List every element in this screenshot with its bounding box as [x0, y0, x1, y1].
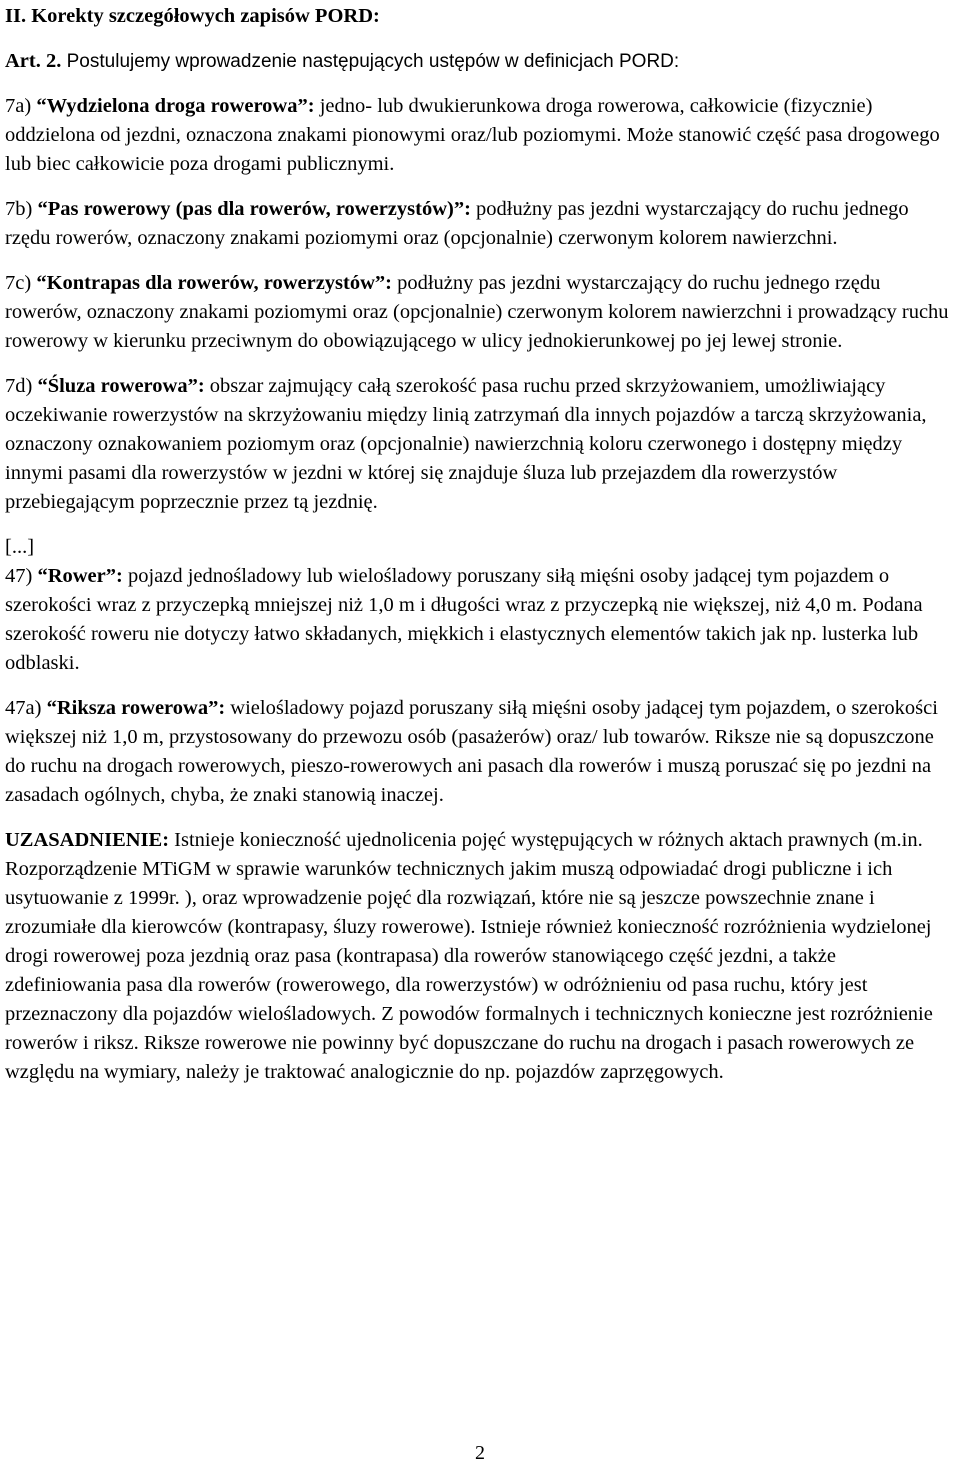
- definition-label: 7d): [5, 375, 38, 397]
- page-number: 2: [475, 1442, 485, 1464]
- definition-term: “Kontrapas dla rowerów, rowerzystów”:: [36, 272, 392, 294]
- definition-7d: [5, 372, 957, 517]
- definition-text: jedno- lub dwukierunkowa droga rowerowa, całkowicie (fizycznie) oddzielona od jezdni, oznaczona znakami pionowymi oraz/lub poziomymi. Może stanowić część pasa drogowego lub biec całkowicie poza drogami publicznymi.: [5, 95, 940, 175]
- omission-marker: [...]: [5, 536, 35, 558]
- definition-term: “Pas rowerowy (pas dla rowerów, rowerzystów)”:: [37, 198, 471, 220]
- definition-term: “Riksza rowerowa”:: [46, 697, 226, 719]
- definition-label: 7a): [5, 95, 37, 117]
- definition-47a: [5, 694, 957, 810]
- definition-term: “Rower”:: [37, 565, 123, 587]
- definition-7a: [5, 92, 957, 179]
- rationale-text: Istnieje konieczność ujednolicenia pojęć występujących w różnych aktach prawnych (m.in. Rozporządzenie MTiGM w sprawie warunków technicznych jakim muszą odpowiadać drogi publiczne i ich usytuowanie z 1999r. ), oraz wprowadzenie pojęć dla rozwiązań, które nie są jeszcze powszechnie znane i zrozumiałe dla kierowców (kontrapasy, śluzy rowerowe). Istnieje również konieczność rozróżnienia wydzielonej drogi rowerowej poza jezdnią oraz pasa (kontrapasa) dla rowerów stanowiącego część jezdni, a także zdefiniowania pasa dla rowerów (rowerowego, dla rowerzystów) w odróżnieniu od pasa ruchu, który jest przeznaczony dla pojazdów wielośladowych. Z powodów formalnych i technicznych konieczne jest rozróżnienie rowerów i riksz. Riksze rowerowe nie powinny być dopuszczane do ruchu na drogach i pasach rowerowych ze względu na wymiary, należy je traktować analogicznie do np. pojazdów zaprzęgowych.: [5, 829, 933, 1083]
- section-title: II. Korekty szczegółowych zapisów PORD:: [5, 5, 380, 27]
- rationale-label: UZASADNIENIE:: [5, 829, 170, 851]
- definition-7b: [5, 195, 957, 253]
- article-label: Art. 2.: [5, 50, 62, 72]
- definition-term: “Śluza rowerowa”:: [37, 375, 205, 397]
- definition-7c: [5, 269, 957, 356]
- article-text: Postulujemy wprowadzenie następujących ustępów w definicjach PORD:: [61, 51, 680, 72]
- article-intro: [5, 47, 957, 76]
- document-page: [5, 0, 957, 1087]
- definition-text: wielośladowy pojazd poruszany siłą mięśni osoby jadącej tym pojazdem, o szerokości większej niż 1,0 m, przystosowany do przewozu osób (pasażerów) oraz/ lub towarów. Riksze nie są dopuszczone do ruchu na drogach rowerowych, pieszo-rowerowych ani pasach dla rowerów i muszą poruszać się po jezdni na zasadach ogólnych, chyba, że znaki stanowią inaczej.: [5, 697, 938, 806]
- definition-term: “Wydzielona droga rowerowa”:: [36, 95, 315, 117]
- definition-label: 7c): [5, 272, 37, 294]
- definition-text: obszar zajmujący całą szerokość pasa ruchu przed skrzyżowaniem, umożliwiający oczekiwanie rowerzystów na skrzyżowaniu między linią zatrzymań dla innych pojazdów a tarczą skrzyżowania, oznaczony oznakowaniem poziomym oraz (opcjonalnie) nawierzchnią koloru czerwonego i dostępny między innymi pasami dla rowerzystów w jezdni w której się znajduje śluza lub przejazdem dla rowerzystów przebiegającym poprzecznie przez tą jezdnię.: [5, 375, 927, 513]
- definition-text: pojazd jednośladowy lub wielośladowy poruszany siłą mięśni osoby jadącej tym pojazdem o szerokości wraz z przyczepką mniejszej niż 1,0 m i długości wraz z przyczepką nie większej, niż 4,0 m. Podana szerokość roweru nie dotyczy łatwo składanych, miękkich i elastycznych elementów takich jak np. lusterka lub odblaski.: [5, 565, 923, 674]
- definition-label: 7b): [5, 198, 38, 220]
- rationale-paragraph: [5, 826, 957, 1087]
- definition-text: podłużny pas jezdni wystarczający do ruchu jednego rzędu rowerów, oznaczony znakami poziomymi oraz (opcjonalnie) czerwonym kolorem nawierzchni i prowadzący ruchu rowerowy w kierunku przeciwnym do obowiązującego w ulicy jednokierunkowej po jej lewej stronie.: [5, 272, 949, 352]
- definition-47-block: [5, 533, 957, 678]
- definition-text: podłużny pas jezdni wystarczający do ruchu jednego rzędu rowerów, oznaczony znakami poziomymi oraz (opcjonalnie) czerwonym kolorem nawierzchni.: [5, 198, 909, 249]
- definition-label: 47): [5, 565, 38, 587]
- definition-label: 47a): [5, 697, 47, 719]
